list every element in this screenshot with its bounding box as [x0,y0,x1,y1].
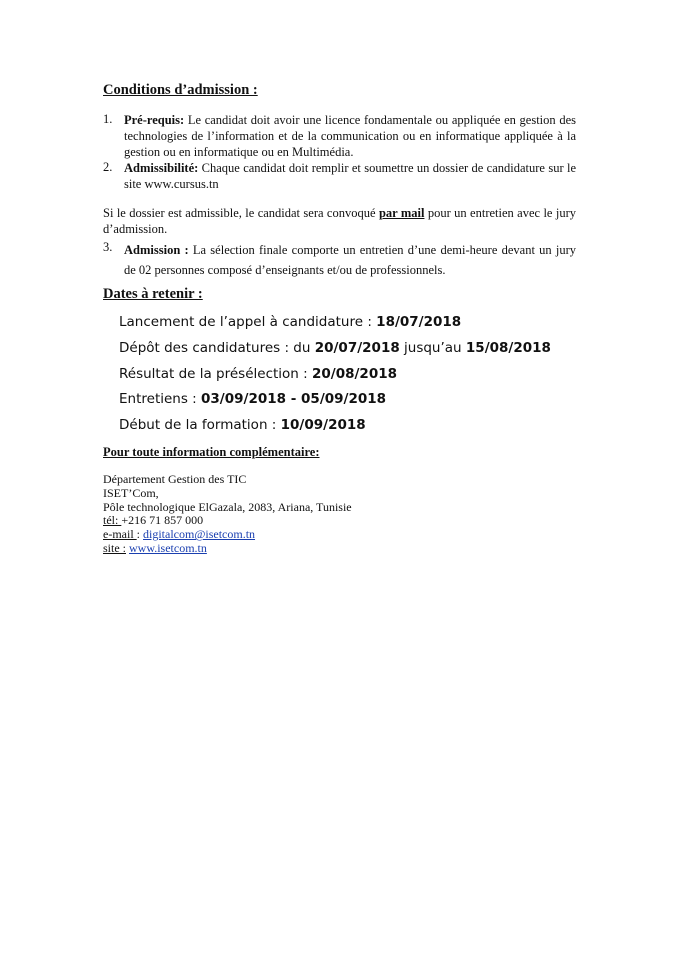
contact-site-label: site : [103,540,126,555]
contact-phone-label: tél: [103,513,122,528]
contact-site [103,542,352,556]
date-preselection-label: Résultat de la présélection : [119,366,312,382]
date-launch [119,314,461,330]
date-deposit-mid: jusqu’au [399,340,466,356]
contact-block [103,473,352,556]
admission-note-start: Si le dossier est admissible, le candidat sera convoqué [103,206,379,220]
date-deposit-to: 15/08/2018 [465,340,551,356]
item-2-label: Admissibilité: [124,161,199,175]
contact-email [103,528,352,542]
admission-heading: Conditions d’admission : [103,82,258,98]
date-preselection [119,366,397,382]
contact-email-sep: : [136,527,143,542]
item-1-body: Le candidat doit avoir une licence fondamentale ou appliquée en gestion des technologies de l’information et de la communication ou en informatique appliquée à la gestion ou en informatique ou en Multimédia. [124,113,576,159]
contact-phone-value: +216 71 857 000 [121,513,204,528]
item-3-body: La sélection finale comporte un entretien d’une demi-heure devant un jury de 02 personnes composé d’enseignants et/ou de professionnels. [124,243,577,277]
date-training [119,417,366,433]
date-launch-value: 18/07/2018 [376,314,462,330]
item-3-label: Admission : [124,243,189,257]
item-2-number: 2. [103,160,113,174]
date-interviews-value: 03/09/2018 - 05/09/2018 [201,391,387,407]
date-training-value: 10/09/2018 [280,417,366,433]
contact-department: Département Gestion des TIC [103,472,247,486]
email-link[interactable]: digitalcom@isetcom.tn [143,527,256,542]
dates-heading: Dates à retenir : [103,286,203,302]
date-deposit-label: Dépôt des candidatures : du [119,340,315,356]
item-1-number: 1. [103,112,113,126]
contact-institution: ISET’Com, [103,485,159,500]
date-deposit-from: 20/07/2018 [314,340,400,356]
item-2-body: Chaque candidat doit remplir et soumettre un dossier de candidature sur le site www.cursus.tn [124,161,576,191]
date-training-label: Début de la formation : [119,417,281,433]
item-2-text [124,160,576,192]
item-3-text [124,240,576,280]
item-1-label: Pré-requis: [124,113,185,127]
item-1-text [124,112,576,160]
date-deposit [119,340,551,356]
admission-note [103,205,576,237]
contact-address: Pôle technologique ElGazala, 2083, Ariana, Tunisie [103,499,352,514]
contact-email-label: e-mail [103,527,137,542]
contact-heading: Pour toute information complémentaire: [103,445,320,459]
date-launch-label: Lancement de l’appel à candidature : [119,314,377,330]
admission-note-emphasis: par mail [378,206,425,220]
date-interviews-label: Entretiens : [119,391,202,407]
date-preselection-value: 20/08/2018 [312,366,398,382]
contact-phone [103,514,352,528]
item-3-number: 3. [103,240,113,254]
site-link[interactable]: www.isetcom.tn [129,540,207,555]
admission-note-end: pour un entretien avec le jury d’admission. [103,206,576,236]
date-interviews [119,391,386,407]
